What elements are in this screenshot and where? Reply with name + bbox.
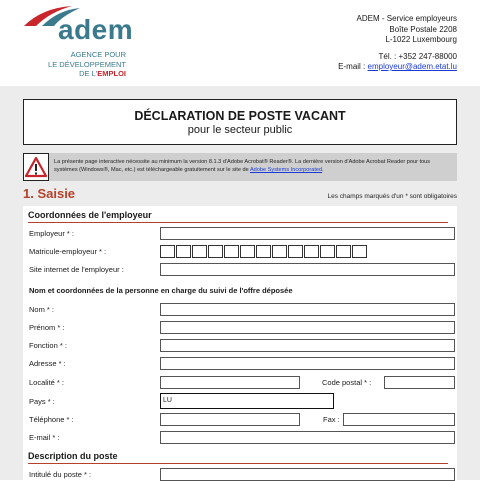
page-subtitle: pour le secteur public xyxy=(187,124,293,136)
telephone-label: Téléphone * : xyxy=(29,415,74,424)
nom-label: Nom * : xyxy=(29,305,55,314)
email-field[interactable] xyxy=(160,431,455,444)
adem-tagline xyxy=(40,50,126,79)
acrobat-notice xyxy=(23,153,457,181)
notice-text-before: La présente page interactive nécessite au minimum la version 8.1.3 d'Adobe Acrobat® Reader®. La dernière version d'Adobe Acrobat Reader pour tous systèmes (Windows®, Mac, etc.) est téléchargeable gratuitement sur le site de xyxy=(54,159,431,173)
form-panel xyxy=(23,206,457,480)
adem-logo-text: adem xyxy=(58,14,134,45)
pays-select[interactable]: LU xyxy=(160,393,334,409)
matricule-cell[interactable] xyxy=(272,245,287,258)
fax-input[interactable] xyxy=(343,413,455,426)
tagline-line-1: AGENCE POUR xyxy=(70,50,126,59)
matricule-cell[interactable] xyxy=(224,245,239,258)
matricule-input[interactable] xyxy=(160,245,368,258)
matricule-cell[interactable] xyxy=(192,245,207,258)
contact-heading: Nom et coordonnées de la personne en charge du suivi de l'offre déposée xyxy=(29,286,293,295)
page-title: DÉCLARATION DE POSTE VACANT xyxy=(134,109,346,123)
prenom-label: Prénom * : xyxy=(29,323,65,332)
tagline-emploi: EMPLOI xyxy=(97,69,126,78)
matricule-cell[interactable] xyxy=(304,245,319,258)
matricule-cell[interactable] xyxy=(208,245,223,258)
employer-heading: Coordonnées de l'employeur xyxy=(28,210,152,220)
poste-heading: Description du poste xyxy=(28,451,118,461)
address-line-3: L-1022 Luxembourg xyxy=(385,35,457,44)
address-email-label: E-mail : xyxy=(338,62,368,71)
matricule-cell[interactable] xyxy=(288,245,303,258)
email-field-label: E-mail * : xyxy=(29,433,60,442)
fax-label: Fax : xyxy=(323,415,340,424)
address-tel: Tél. : +352 247-88000 xyxy=(378,51,457,61)
code-postal-input[interactable] xyxy=(384,376,455,389)
matricule-cell[interactable] xyxy=(240,245,255,258)
address-line-2: Boîte Postale 2208 xyxy=(389,24,457,34)
matricule-cell[interactable] xyxy=(336,245,351,258)
matricule-cell[interactable] xyxy=(352,245,367,258)
nom-input[interactable] xyxy=(160,303,455,316)
matricule-cell[interactable] xyxy=(256,245,271,258)
required-note: Les champs marqués d'un * sont obligatoires xyxy=(327,193,457,200)
fonction-input[interactable] xyxy=(160,339,455,352)
employeur-input[interactable] xyxy=(160,227,455,240)
localite-label: Localité * : xyxy=(29,378,65,387)
pays-label: Pays * : xyxy=(29,397,55,406)
matricule-cell[interactable] xyxy=(160,245,175,258)
notice-text-after: . xyxy=(322,167,324,173)
matricule-label: Matricule-employeur * : xyxy=(29,247,107,256)
tagline-line-3: DE L' xyxy=(79,69,98,78)
contact-address xyxy=(338,14,457,73)
intitule-label: Intitulé du poste * : xyxy=(29,470,92,479)
email-link[interactable]: employeur@adem.etat.lu xyxy=(367,62,457,71)
section-title: 1. Saisie xyxy=(23,186,76,201)
site-input[interactable] xyxy=(160,263,455,276)
code-postal-label: Code postal * : xyxy=(322,378,372,387)
tagline-line-2: LE DÉVELOPPEMENT xyxy=(48,59,126,69)
matricule-cell[interactable] xyxy=(320,245,335,258)
employer-heading-rule xyxy=(28,222,448,223)
adresse-label: Adresse * : xyxy=(29,359,66,368)
site-label: Site internet de l'employeur : xyxy=(29,265,124,274)
address-line-1: ADEM - Service employeurs xyxy=(356,14,457,23)
fonction-label: Fonction * : xyxy=(29,341,67,350)
warning-triangle-icon xyxy=(23,153,49,181)
employeur-label: Employeur * : xyxy=(29,229,75,238)
title-box xyxy=(23,99,457,145)
poste-heading-rule xyxy=(28,463,448,464)
adobe-link[interactable]: Adobe Systems Incorporated xyxy=(249,167,323,173)
page-header xyxy=(0,0,480,86)
prenom-input[interactable] xyxy=(160,321,455,334)
intitule-input[interactable] xyxy=(160,468,455,481)
notice-text xyxy=(54,158,453,174)
telephone-input[interactable] xyxy=(160,413,300,426)
localite-input[interactable] xyxy=(160,376,300,389)
form-area xyxy=(0,86,480,480)
adresse-input[interactable] xyxy=(160,357,455,370)
matricule-cell[interactable] xyxy=(176,245,191,258)
